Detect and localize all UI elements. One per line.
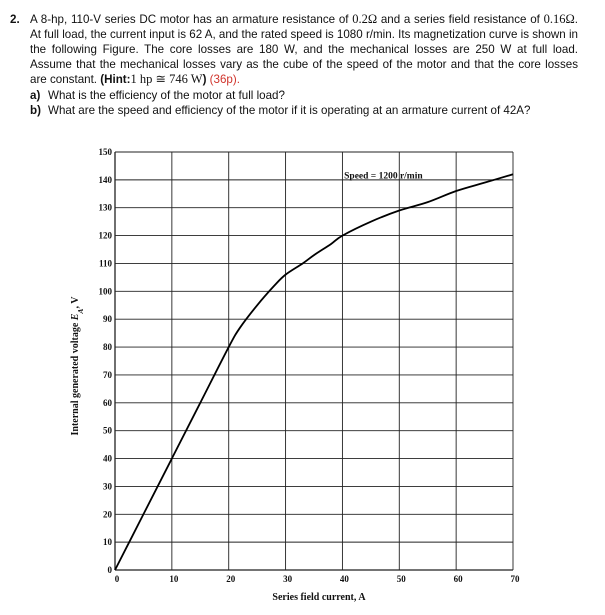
hint-close: ) xyxy=(202,73,207,86)
y-axis-label xyxy=(70,296,85,436)
problem-text-part3: . At full load, the current input is 62 A, and the rated speed is 1080 r/min. Its magnetization curve is shown in the following Figure. The core losses are 180 W, and the mechanical losses are 250 W at full load. Assume that the mechanical losses vary as the cube of the speed of the motor and that the core losses are constant. xyxy=(30,13,578,86)
y-tick-label: 20 xyxy=(103,509,112,520)
x-tick-label: 10 xyxy=(169,574,179,584)
y-tick-label: 80 xyxy=(103,342,112,353)
y-tick-label: 30 xyxy=(103,481,112,492)
y-tick-label: 0 xyxy=(107,565,112,575)
x-tick-label: 40 xyxy=(339,574,349,584)
y-tick-label: 100 xyxy=(98,286,112,297)
y-tick-label: 60 xyxy=(103,397,112,408)
curve-series xyxy=(115,174,513,570)
magnetization-curve-chart xyxy=(60,140,600,610)
y-tick-label: 70 xyxy=(103,369,112,380)
y-tick-label: 90 xyxy=(103,314,112,325)
hint-label: (Hint: xyxy=(100,73,131,86)
x-tick-label: 30 xyxy=(283,574,293,584)
x-tick-label: 60 xyxy=(453,574,463,584)
y-tick-label: 40 xyxy=(103,453,112,464)
y-axis-label-subscript: A xyxy=(75,308,85,314)
y-tick-label: 150 xyxy=(98,147,112,157)
y-axis-label-unit: , V xyxy=(70,296,81,309)
chart-svg xyxy=(60,140,600,610)
x-tick-label: 70 xyxy=(510,574,520,584)
hint-formula: 1 hp ≅ 746 W xyxy=(130,72,203,86)
question-b-label: b) xyxy=(30,104,41,117)
question-b-text: What are the speed and efficiency of the motor if it is operating at an armature current of 42A? xyxy=(48,104,531,117)
problem-text-part2: and a series field resistance of xyxy=(377,13,544,26)
question-a-label: a) xyxy=(30,89,41,102)
question-a-text: What is the efficiency of the motor at full load? xyxy=(48,89,285,102)
field-resistance-value: 0.16Ω xyxy=(543,12,575,26)
x-tick-label: 20 xyxy=(226,574,236,584)
tick-labels xyxy=(99,147,521,584)
question-a xyxy=(30,88,578,103)
armature-resistance-value: 0.2Ω xyxy=(352,12,378,26)
y-axis-label-symbol: E xyxy=(70,313,81,321)
y-tick-label: 130 xyxy=(98,202,112,213)
problem-number: 2. xyxy=(10,13,20,26)
y-axis-label-text: Internal generated voltage xyxy=(70,320,81,436)
y-tick-label: 10 xyxy=(103,537,112,548)
y-tick-label: 140 xyxy=(98,174,112,185)
question-b xyxy=(30,103,578,118)
x-axis-label: Series field current, A xyxy=(272,592,366,603)
speed-annotation: Speed = 1200 r/min xyxy=(344,171,423,182)
problem-text-part1: A 8-hp, 110-V series DC motor has an armature resistance of xyxy=(30,13,353,26)
y-tick-label: 50 xyxy=(103,425,112,436)
points-value: (36p). xyxy=(209,73,240,86)
problem-statement xyxy=(10,12,578,118)
y-tick-label: 120 xyxy=(98,230,112,241)
x-tick-label: 0 xyxy=(114,574,120,584)
grid-lines xyxy=(115,152,513,570)
x-tick-label: 50 xyxy=(396,574,406,584)
y-tick-label: 110 xyxy=(98,258,112,269)
magnetization-curve-line xyxy=(115,174,513,570)
question-list xyxy=(30,88,578,118)
